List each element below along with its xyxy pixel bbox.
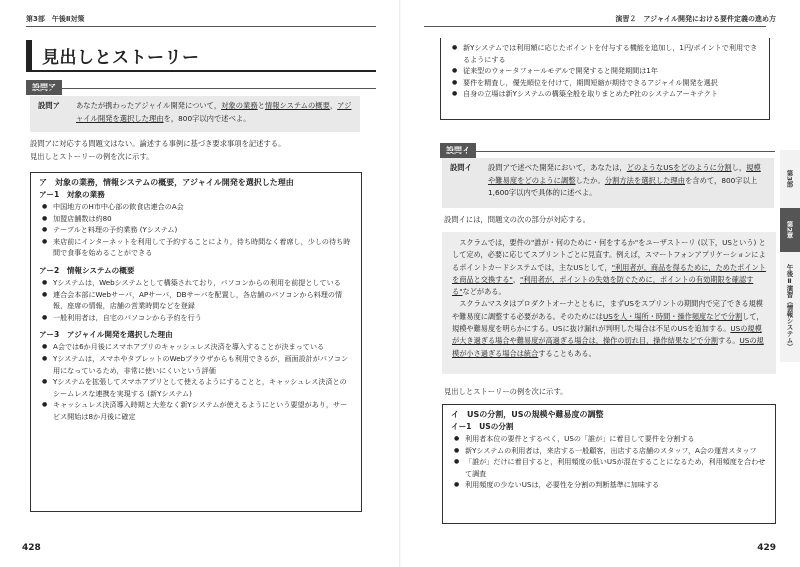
- question-text-part: ，: [329, 101, 338, 110]
- list-item: ● 要件を精査し，優先順位を付けて，期間短縮が期待できるアジャイル開発を選択: [449, 77, 761, 89]
- excerpt-paragraph-2: [452, 298, 766, 359]
- list-a2: [39, 277, 353, 323]
- list-a1: [39, 201, 353, 259]
- question-text-part: を，800字以内で述べよ。: [163, 113, 251, 123]
- running-head-left: 第3部 午後Ⅱ対策: [26, 15, 85, 23]
- list-item: ● テーブルと料理の予約業務 (Yシステム): [39, 224, 353, 236]
- excerpt-text: して，規模や難易度を明らかにする。USに抜け漏れが判明した場合は不足のUSを追加する。: [452, 311, 764, 334]
- list-item: ● 新Yシステムでは利用額に応じたポイントを付与する機能を追加し，1円/ポイントで利用できるようにする: [449, 42, 761, 65]
- excerpt-paragraph-1: [452, 237, 766, 298]
- intro-paragraph: [30, 138, 370, 163]
- section-rule-a: [26, 88, 376, 89]
- list-a3: [39, 341, 353, 422]
- list-item: ● 連合会本部にWebサーバ，APサーバ，DBサーバを配置し，各店舗のパソコンから料理の情報，座席の情報，店舗の営業時間などを登録: [39, 289, 353, 312]
- page-title-box: [26, 40, 376, 72]
- excerpt-text: することもある。: [538, 348, 596, 358]
- subheading-i1: イー1 USの分割: [451, 422, 514, 431]
- list-item: ● 従来型のウォータフォールモデルで開発すると開発期間は1年: [449, 65, 761, 77]
- question-keyword: 分割方法を選択した理由: [604, 175, 686, 185]
- side-tab-topic[interactable]: 午後Ⅱ演習（情報システム）: [780, 252, 800, 362]
- intro-line-2: 見出しとストーリーの例を次に示す。: [30, 151, 154, 161]
- subheading-a2: アー2 情報システムの概要: [39, 265, 135, 275]
- header-rule-left: [26, 26, 376, 27]
- intro-line-i: 設問イには，問題文の次の部分が対応する。: [444, 215, 590, 224]
- list-item: ● キャッシュレス決済導入時期と大差なく新Yシステムが使えるようにという要望があり，サービス開始は8か月後に確定: [39, 399, 353, 422]
- excerpt-keyword: USの規模が大き過ぎる場合や難易度が高過ぎる場合は，操作の切れ目，操作結果などで分割: [452, 324, 762, 346]
- excerpt-keyword: "利用者が，商品を得るために，ためたポイントを商品と交換する": [452, 262, 766, 284]
- question-text-part: あなたが携わったアジャイル開発について，: [76, 101, 222, 110]
- list-item: ● 利用者本位の要件とするべく，USの「誰が」に着目して要件を分割する: [451, 433, 767, 445]
- subheading-a1: アー1 対象の業務: [39, 190, 105, 199]
- page-number-left: 428: [22, 543, 41, 553]
- excerpt-text: スクラムマスタはプロダクトオーナとともに，まずUSをスプリントの期間内で完了できる規模や難易度に調整する必要がある。そのためには: [452, 299, 763, 321]
- question-text: [488, 163, 761, 197]
- list-item: ● 自身の立場は新Yシステムの構築全般を取りまとめたP社のシステムアーキテクト: [449, 88, 761, 100]
- question-keyword: 対象の業務: [221, 101, 258, 110]
- running-head-right: 演習２ アジャイル開発における要件定義の進め方: [615, 15, 776, 23]
- question-text-part: と: [257, 101, 265, 110]
- excerpt-text: ，: [512, 274, 521, 284]
- page-title: 見出しとストーリー: [42, 48, 200, 68]
- question-keyword: 情報システムの概要: [264, 101, 330, 110]
- question-keyword: 規模や難易度をどのように調整: [488, 163, 761, 185]
- answer-heading: イ USの分割，USの規模や難易度の調整: [451, 410, 604, 419]
- answer-outline-a: [30, 172, 362, 512]
- list-item: ● Yシステムを拡張してスマホアプリとして使えるようにすることと，キャッシュレス決済とのシームレスな連携を実現する (新Yシステム): [39, 376, 353, 399]
- list-item: ● 来店前にインターネットを利用して予約することにより，待ち時間なく着席し，少しの待ち時間で食事を始めることができる: [39, 236, 353, 259]
- answer-heading: ア 対象の業務，情報システムの概要，アジャイル開発を選択した理由: [39, 178, 294, 187]
- header-rule-right: [424, 26, 766, 27]
- question-keyword: アジャイル開発を選択した理由: [76, 101, 352, 123]
- question-text-part: したか。: [575, 175, 605, 185]
- list-item: ● 新Yシステムの利用者は，来店する一般顧客，出店する店舗のスタッフ，A会の運営スタッフ: [451, 445, 767, 457]
- question-keyword: どのようなUSをどのように分割: [626, 163, 732, 172]
- excerpt-text: スクラムでは，要件の"誰が・何のために・何をするか"をユーザストーリ (以下，USという) として定め，必要に応じてスプリントごとに見直す。例えば，スマートフォンアプリケーションによるポイントカードシステムでは，主なUSとして，: [452, 238, 766, 272]
- list-item: ● 利用頻度の少ないUSは，必要性を分割の判断基準に加味する: [451, 479, 767, 491]
- list-item: ● Yシステムは，Webシステムとして構築されており，パソコンからの利用を前提としている: [39, 277, 353, 289]
- problem-excerpt: [442, 232, 776, 374]
- excerpt-keyword: "利用者が，ポイントの失効を防ぐために，ポイントの有効期限を確認する": [452, 274, 754, 297]
- side-tab-part[interactable]: 第3部: [780, 150, 800, 208]
- list-item: ● 中国地方のH市中心部の飲食店連合のA会: [39, 201, 353, 213]
- question-label: 設問イ: [450, 163, 472, 172]
- subheading-a3: アー3 アジャイル開発を選択した理由: [39, 330, 173, 340]
- intro-line-1: 設問アに対応する問題文はない。論述する事例に基づき要求事項を記述する。: [30, 139, 286, 148]
- chapter-side-tabs: [780, 150, 800, 362]
- intro-line-i-2: 見出しとストーリーの例を次に示す。: [444, 387, 568, 396]
- page-number-right: 429: [757, 543, 776, 553]
- list-i1: [451, 433, 767, 491]
- section-rule-i: [440, 151, 775, 152]
- list-item: ● Yシステムは，スマホやタブレットのWebブラウザからも利用できるが，画面設計がパソコン用になっているため，非常に使いにくいという評価: [39, 353, 353, 376]
- excerpt-keyword: USを人・場所・時間・操作頻度などで分割: [602, 311, 743, 321]
- excerpt-text: する。: [717, 336, 740, 346]
- question-text-part: し，: [731, 163, 747, 172]
- list-item: ● 一般利用者は，自宅のパソコンから予約を行う: [39, 312, 353, 324]
- question-text: [76, 101, 351, 123]
- question-box-i: [442, 158, 774, 208]
- list-item: ● A会では6か月後にスマホアプリのキャッシュレス決済を導入することが決まっている: [39, 341, 353, 353]
- answer-outline-i: [442, 404, 776, 524]
- section-tag-a: [26, 75, 62, 95]
- question-text-part: を含めて，800字以上1,600字以内で具体的に述べよ。: [488, 175, 758, 197]
- excerpt-keyword: USの規模が小さ過ぎる場合は統合: [452, 336, 764, 358]
- answer-outline-a-continued: [440, 38, 770, 120]
- question-text-part: 設問アで述べた開発において，あなたは，: [488, 163, 627, 172]
- list-item: ● 加盟店舗数は約80: [39, 213, 353, 225]
- question-label: 設問ア: [38, 101, 60, 110]
- question-box-a: [30, 96, 360, 132]
- list-item: ● 「誰が」だけに着目すると，利用頻度の低いUSが混在することになるため，利用頻度を合わせて調査: [451, 456, 767, 479]
- side-tab-chapter[interactable]: 第2章: [780, 208, 800, 252]
- list-a3-continued: [449, 42, 761, 100]
- excerpt-text: などがある。: [462, 287, 506, 297]
- section-tag-i: [440, 138, 476, 158]
- right-page: [400, 0, 800, 567]
